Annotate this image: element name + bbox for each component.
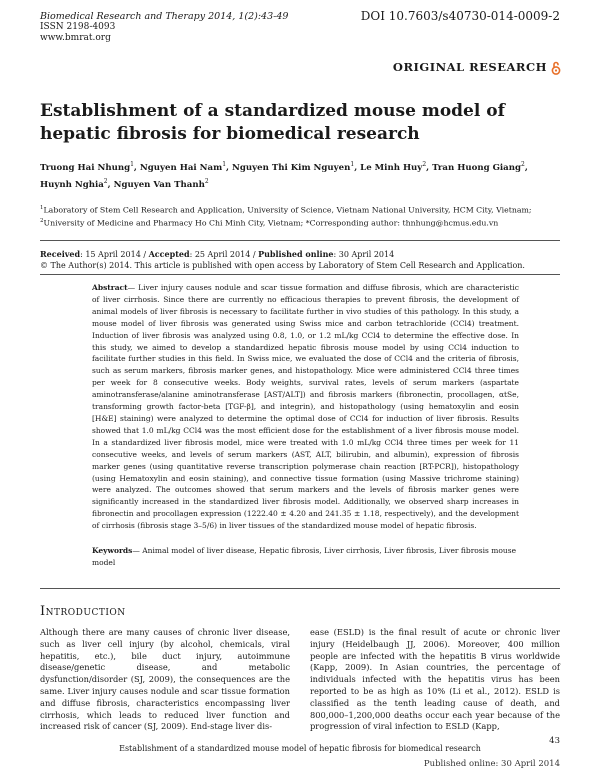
copyright-notice: © The Author(s) 2014. This article is published with open access by Laboratory of Stem Cell Research and Application. <box>40 261 525 270</box>
running-title: Establishment of a standardized mouse model of hepatic fibrosis for biomedical research <box>119 744 481 753</box>
page-number: 43 <box>549 736 560 746</box>
journal-website[interactable]: www.bmrat.org <box>40 33 111 43</box>
keywords-text: — Animal model of liver disease, Hepatic fibrosis, Liver cirrhosis, Liver fibrosis, Liver fibrosis mouse model <box>92 546 517 567</box>
publication-dates <box>40 249 560 271</box>
author: Nguyen Hai Nam$^1$ <box>139 161 227 173</box>
author: Truong Hai Nhung$^1$ <box>40 161 134 173</box>
author: Nguyen Thi Kim Nguyen$^1$ <box>232 161 355 173</box>
intro-column-right: ease (ESLD) is the final result of acute or chronic liver injury (Heidelbaugh JJ, 2006). Moreover, 400 million people are infected with the hepatitis B virus worldwide (Kapp, 2009). In Asian countries, the percentage of individuals infected with the hepatitis virus has been reported to be as high as 10% (Li et al., 2012). ESLD is classified as the tenth leading cause of death, and 800,000–1,200,000 deaths occur each year because of the progression of viral infection to ESLD (Kapp, <box>310 627 560 732</box>
author: Tran Huong Giang$^2$ <box>432 161 525 173</box>
divider <box>40 240 560 241</box>
issn: ISSN 2198-4093 <box>40 22 116 32</box>
open-access-icon <box>551 61 560 74</box>
accepted-label: Accepted <box>148 249 190 259</box>
received-date: : 15 April 2014 / <box>80 250 149 259</box>
published-label: Published online <box>258 249 334 259</box>
journal-citation: Biomedical Research and Therapy 2014, 1(2):43-49 <box>40 11 289 22</box>
divider <box>40 588 560 589</box>
divider <box>40 274 560 275</box>
abstract-label: Abstract <box>92 283 128 292</box>
article-type-badge <box>393 60 560 74</box>
keywords <box>92 545 519 569</box>
doi[interactable]: DOI 10.7603/s40730-014-0009-2 <box>360 9 560 23</box>
author: Le Minh Huy$^2$ <box>360 161 427 173</box>
accepted-date: : 25 April 2014 / <box>189 250 259 259</box>
published-online-footer: Published online: 30 April 2014 <box>423 759 560 769</box>
section-heading-introduction: Introduction <box>40 604 126 619</box>
article-type-label: ORIGINAL RESEARCH <box>392 60 547 74</box>
intro-column-left: Although there are many causes of chronic liver disease, such as liver cell injury (by alcohol, chemicals, viral hepatitis, etc.), bile duct injury, autoimmune disease/genetic disease, and metabolic dysfunction/disorder (SJ, 2009), the consequences are the same. Liver injury causes nodule and scar tissue formation and diffuse fibrosis, characteristics encompassing liver cirrhosis, which leads to reduced liver function and increased risk of cancer (SJ, 2009). End-stage liver dis- <box>40 627 290 732</box>
received-label: Received <box>40 249 81 259</box>
affiliations <box>40 203 560 228</box>
published-date: : 30 April 2014 <box>333 250 395 259</box>
author: Huynh Nghia$^2$ <box>40 177 108 190</box>
article-title: Establishment of a standardized mouse model of hepatic fibrosis for biomedical research <box>40 101 505 144</box>
affiliation-2: $^2$University of Medicine and Pharmacy Ho Chi Minh City, Vietnam; *Corresponding author: thnhung@hcmus.edu.vn <box>40 217 499 228</box>
author-list: Truong Hai Nhung$^1$, Nguyen Hai Nam$^1$, Nguyen Thi Kim Nguyen$^1$, Le Minh Huy$^2$, Tran Huong Giang$^2$, Huynh Nghia$^2$, Nguyen Van Thanh$^2$ <box>40 161 528 190</box>
affiliation-1: $^1$Laboratory of Stem Cell Research and Application, University of Science, Vietnam National University, HCM City, Vietnam; <box>40 205 532 215</box>
journal-header <box>40 11 288 44</box>
keywords-label: Keywords <box>92 546 133 555</box>
abstract-text: — Liver injury causes nodule and scar tissue formation and diffuse fibrosis, which are characteristic of liver cirrhosis. Since there are currently no efficacious therapies to prevent fibrosis, the development of animal models of liver fibrosis is necessary to facilitate further in vivo studies of this pathology. In this study, a mouse model of liver fibrosis was generated using Swiss mice and carbon tetrachloride (CCl4) treatment. Induction of liver fibrosis was analyzed using 0.8, 1.0, or 1.2 mL/kg CCl4 to determine the effective dose. In this study, we aimed to develop a standardized hepatic fibrosis mouse model by using CCl4 induction to facilitate further studies in this field. In Swiss mice, we evaluated the dose of CCl4 and the criteria of fibrosis, such as serum markers, fibrosis marker genes, and histopathology. Mice were administered CCl4 three times per week for 8 consecutive weeks. Body weights, survival rates, levels of serum markers (aspartate aminotransferase/alanine aminotransferase [AST/ALT]) and fibrosis markers (fibronectin, procollagen, αtSe, transforming growth factor-beta [TGF-β], and integrin), and histopathology (using hematoxylin and eosin [H&E] staining) were analyzed to determine the optimal dose of CCl4 for induction of liver fibrosis. Results showed that 1.0 mL/kg CCl4 was the most efficient dose for the establishment of a liver fibrosis mouse model. In a standardized liver fibrosis model, mice were treated with 1.0 mL/kg CCl4 three times per week for 11 consecutive weeks, and levels of serum markers (AST, ALT, bilirubin, and albumin), expression of fibrosis marker genes (using quantitative reverse transcription polymerase chain reaction [RT-PCR]), histopathology (using Hematoxylin and eosin staining), and connective tissue formation (using Massive trichrome staining) were analyzed. The outcomes showed that serum markers and the levels of fibrosis marker genes were significantly increased in the standardized liver fibrosis model. Additionally, we observed sharp increases in fibronectin and procollagen expression (1222.40 ± 4.20 and 241.35 ± 1.18, respectively), and the development of cirrhosis (fibrosis stage 3–5/6) in liver tissues of the standardized mouse model of hepatic fibrosis. <box>92 283 519 531</box>
author: Nguyen Van Thanh$^2$ <box>113 177 209 190</box>
abstract <box>92 282 519 532</box>
